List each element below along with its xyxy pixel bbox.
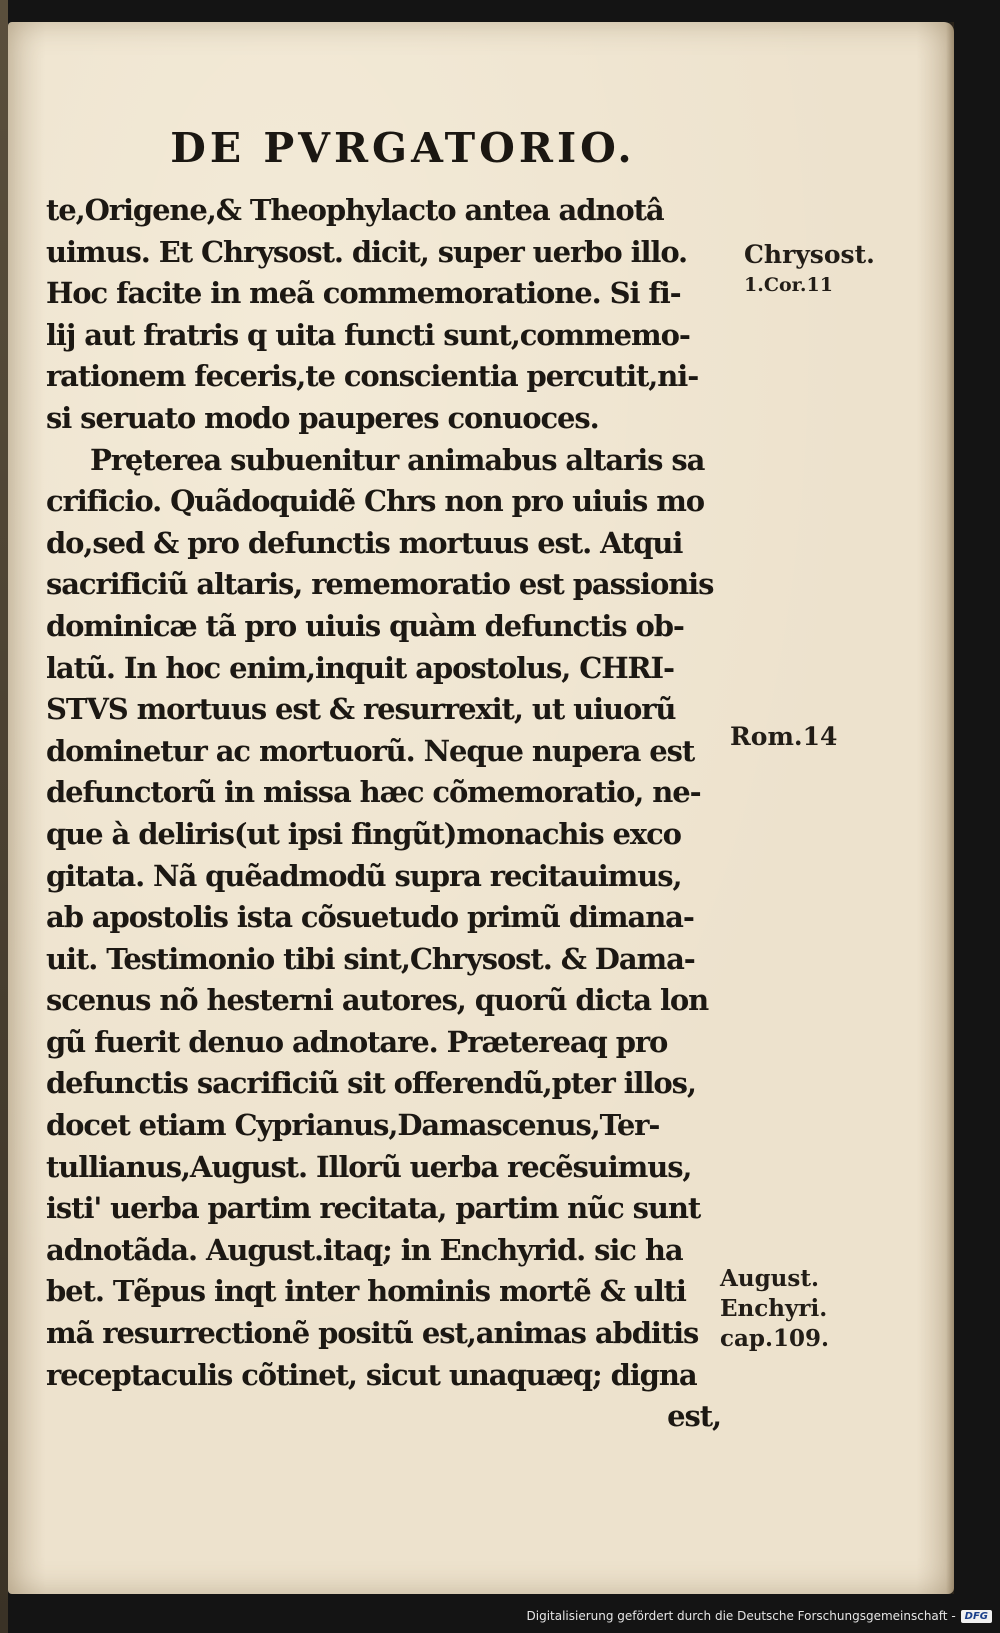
text-line: scenus nõ hesterni autores, quorũ dicta lon [46, 983, 709, 1018]
text-line: isti' uerba partim recitata, partim nũc sunt [46, 1191, 701, 1226]
text-line: tullianus,August. Illorũ uerba recẽsuimus, [46, 1149, 692, 1184]
margin-note-chrysostom [744, 240, 875, 300]
text-line: bet. Tẽpus inqt inter hominis mortẽ & ulti [46, 1274, 686, 1309]
text-line: rationem feceris,te conscientia percutit,ni- [46, 359, 699, 394]
margin-note-text: Enchyri. [720, 1295, 828, 1322]
text-line: defunctis sacrificiũ sit offerendũ,pter illos, [46, 1066, 696, 1101]
running-header: DE PVRGATORIO. [170, 124, 636, 172]
text-line: STVS mortuus est & resurrexit, ut uiuorũ [46, 692, 676, 727]
text-line: crificio. Quãdoquidẽ Chrs non pro uiuis mo [46, 484, 705, 519]
text-line: receptaculis cõtinet, sicut unaquæq; digna [46, 1357, 697, 1392]
margin-note-augustine [720, 1264, 829, 1354]
text-line: ab apostolis ista cõsuetudo primũ dimana- [46, 900, 694, 935]
margin-note-reference: cap.109. [720, 1325, 830, 1352]
text-line: adnotãda. August.itaq; in Enchyrid. sic ha [46, 1232, 683, 1267]
margin-note-text: August. [720, 1265, 819, 1292]
text-line: dominetur ac mortuorũ. Neque nupera est [46, 733, 695, 768]
text-line: do,sed & pro defunctis mortuus est. Atqui [46, 525, 683, 560]
text-line: docet etiam Cyprianus,Damascenus,Ter- [46, 1108, 660, 1143]
footer-text: Digitalisierung gefördert durch die Deutsche Forschungsgemeinschaft - [526, 1609, 956, 1623]
text-line: defunctorũ in missa hæc cõmemoratio, ne- [46, 775, 701, 810]
margin-note-reference: 1.Cor.11 [744, 274, 833, 296]
text-line: latũ. In hoc enim,inquit apostolus, CHRI- [46, 650, 674, 685]
text-line: sacrificiũ altaris, rememoratio est passionis [46, 567, 714, 602]
text-line: si seruato modo pauperes conuoces. [46, 400, 599, 435]
book-binding-edge [0, 0, 8, 1633]
text-line: gũ fuerit denuo adnotare. Prætereaq pro [46, 1024, 668, 1059]
text-line: dominicæ tã pro uiuis quàm defunctis ob- [46, 608, 684, 643]
text-line: te,Origene,& Theophylacto antea adnotâ [46, 193, 664, 227]
digitization-footer [527, 1609, 993, 1623]
text-line: mã resurrectionẽ positũ est,animas abditis [46, 1316, 699, 1351]
text-line: Hoc facite in meã commemoratione. Si fi- [46, 276, 681, 311]
margin-note-romans: Rom.14 [730, 722, 838, 751]
margin-note-text: Chrysost. [744, 240, 875, 269]
catchword: est, [667, 1399, 721, 1434]
text-line: gitata. Nã quẽadmodũ supra recitauimus, [46, 858, 682, 893]
text-line: uit. Testimonio tibi sint,Chrysost. & Dama- [46, 941, 695, 976]
page-edge-shadow [946, 22, 954, 1594]
main-text-block [46, 190, 721, 1438]
text-line: lij aut fratris q uita functi sunt,commemo- [46, 317, 690, 352]
text-line: que à deliris(ut ipsi fingũt)monachis exco [46, 816, 681, 851]
paragraph-start-line: Pręterea subuenitur animabus altaris sa [90, 442, 705, 477]
dfg-logo: DFG [961, 1610, 992, 1623]
book-page [8, 22, 954, 1594]
text-line: uimus. Et Chrysost. dicit, super uerbo illo. [46, 234, 688, 269]
